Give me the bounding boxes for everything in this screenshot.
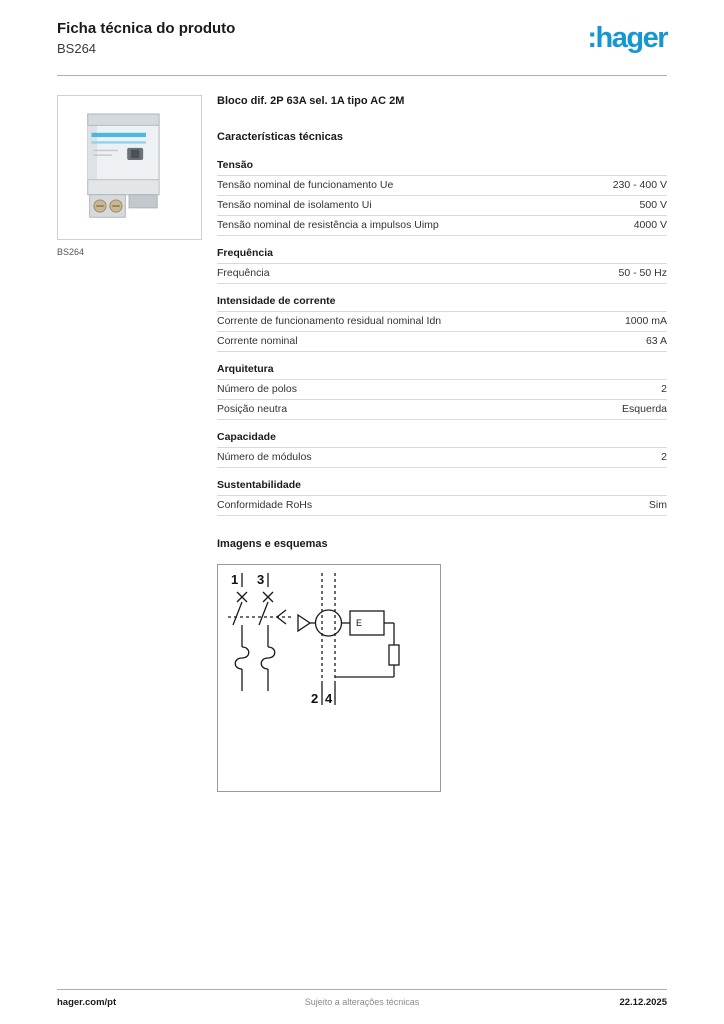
spec-row — [217, 175, 667, 195]
spec-label: Corrente de funcionamento residual nominal Idn — [217, 315, 442, 327]
terminal-label-2: 2 — [311, 691, 319, 706]
spec-rows — [217, 175, 667, 236]
specs-heading: Características técnicas — [217, 131, 343, 143]
spec-value: 63 A — [645, 335, 667, 347]
spec-section-arquitetura — [217, 361, 667, 420]
spec-rows — [217, 311, 667, 352]
spec-value: 2 — [661, 451, 667, 463]
spec-value: Esquerda — [622, 403, 667, 415]
section-title: Arquitetura — [217, 363, 274, 375]
relay-label: E — [356, 618, 363, 628]
spec-section-sustentabilidade — [217, 477, 667, 516]
section-title: Sustentabilidade — [217, 479, 302, 491]
spec-section-tensao — [217, 157, 667, 236]
images-heading: Imagens e esquemas — [217, 538, 328, 550]
wiring-diagram-svg — [218, 565, 440, 791]
spec-rows — [217, 447, 667, 468]
specs-column — [217, 95, 667, 792]
spec-row — [217, 379, 667, 399]
spec-section-intensidade — [217, 293, 667, 352]
terminal-label-4: 4 — [325, 691, 333, 706]
section-title: Frequência — [217, 247, 274, 259]
spec-rows — [217, 263, 667, 284]
hager-logo: :hager — [587, 22, 667, 54]
header — [57, 20, 667, 75]
spec-label: Frequência — [217, 267, 270, 279]
product-image-caption: BS264 — [57, 247, 85, 257]
section-title: Intensidade de corrente — [217, 295, 336, 307]
spec-label: Número de polos — [217, 383, 297, 395]
spec-value: 230 - 400 V — [612, 179, 667, 191]
product-image — [57, 95, 202, 240]
header-divider — [57, 75, 667, 76]
section-title: Capacidade — [217, 431, 276, 443]
spec-label: Número de módulos — [217, 451, 312, 463]
product-reference: BS264 — [57, 41, 97, 56]
spec-row — [217, 399, 667, 419]
terminal-label-3: 3 — [257, 572, 265, 587]
spec-row — [217, 195, 667, 215]
spec-row — [217, 215, 667, 235]
spec-row — [217, 263, 667, 283]
spec-label: Corrente nominal — [217, 335, 298, 347]
wiring-diagram — [217, 564, 441, 792]
spec-value: 50 - 50 Hz — [618, 267, 667, 279]
footer — [57, 989, 667, 1008]
spec-label: Tensão nominal de resistência a impulsos Uimp — [217, 219, 439, 231]
spec-rows — [217, 495, 667, 516]
spec-value: Sim — [648, 499, 667, 511]
section-title: Tensão — [217, 159, 253, 171]
spec-section-frequencia — [217, 245, 667, 284]
terminal-label-1: 1 — [231, 572, 239, 587]
spec-label: Conformidade RoHs — [217, 499, 313, 511]
spec-row — [217, 447, 667, 467]
product-image-column — [57, 95, 202, 792]
spec-row — [217, 311, 667, 331]
footer-website-link[interactable]: hager.com/pt — [57, 997, 117, 1008]
spec-label: Tensão nominal de isolamento Ui — [217, 199, 372, 211]
page-title: Ficha técnica do produto — [57, 20, 236, 37]
product-illustration — [69, 104, 191, 232]
spec-value: 4000 V — [633, 219, 667, 231]
spec-rows — [217, 379, 667, 420]
spec-label: Posição neutra — [217, 403, 288, 415]
main-content — [57, 95, 667, 792]
spec-section-capacidade — [217, 429, 667, 468]
spec-label: Tensão nominal de funcionamento Ue — [217, 179, 394, 191]
product-name: Bloco dif. 2P 63A sel. 1A tipo AC 2M — [217, 95, 405, 107]
spec-row — [217, 331, 667, 351]
spec-value: 500 V — [639, 199, 667, 211]
spec-row — [217, 495, 667, 515]
footer-date: 22.12.2025 — [619, 997, 667, 1008]
spec-value: 1000 mA — [624, 315, 667, 327]
spec-value: 2 — [661, 383, 667, 395]
footer-disclaimer: Sujeito a alterações técnicas — [304, 997, 420, 1007]
